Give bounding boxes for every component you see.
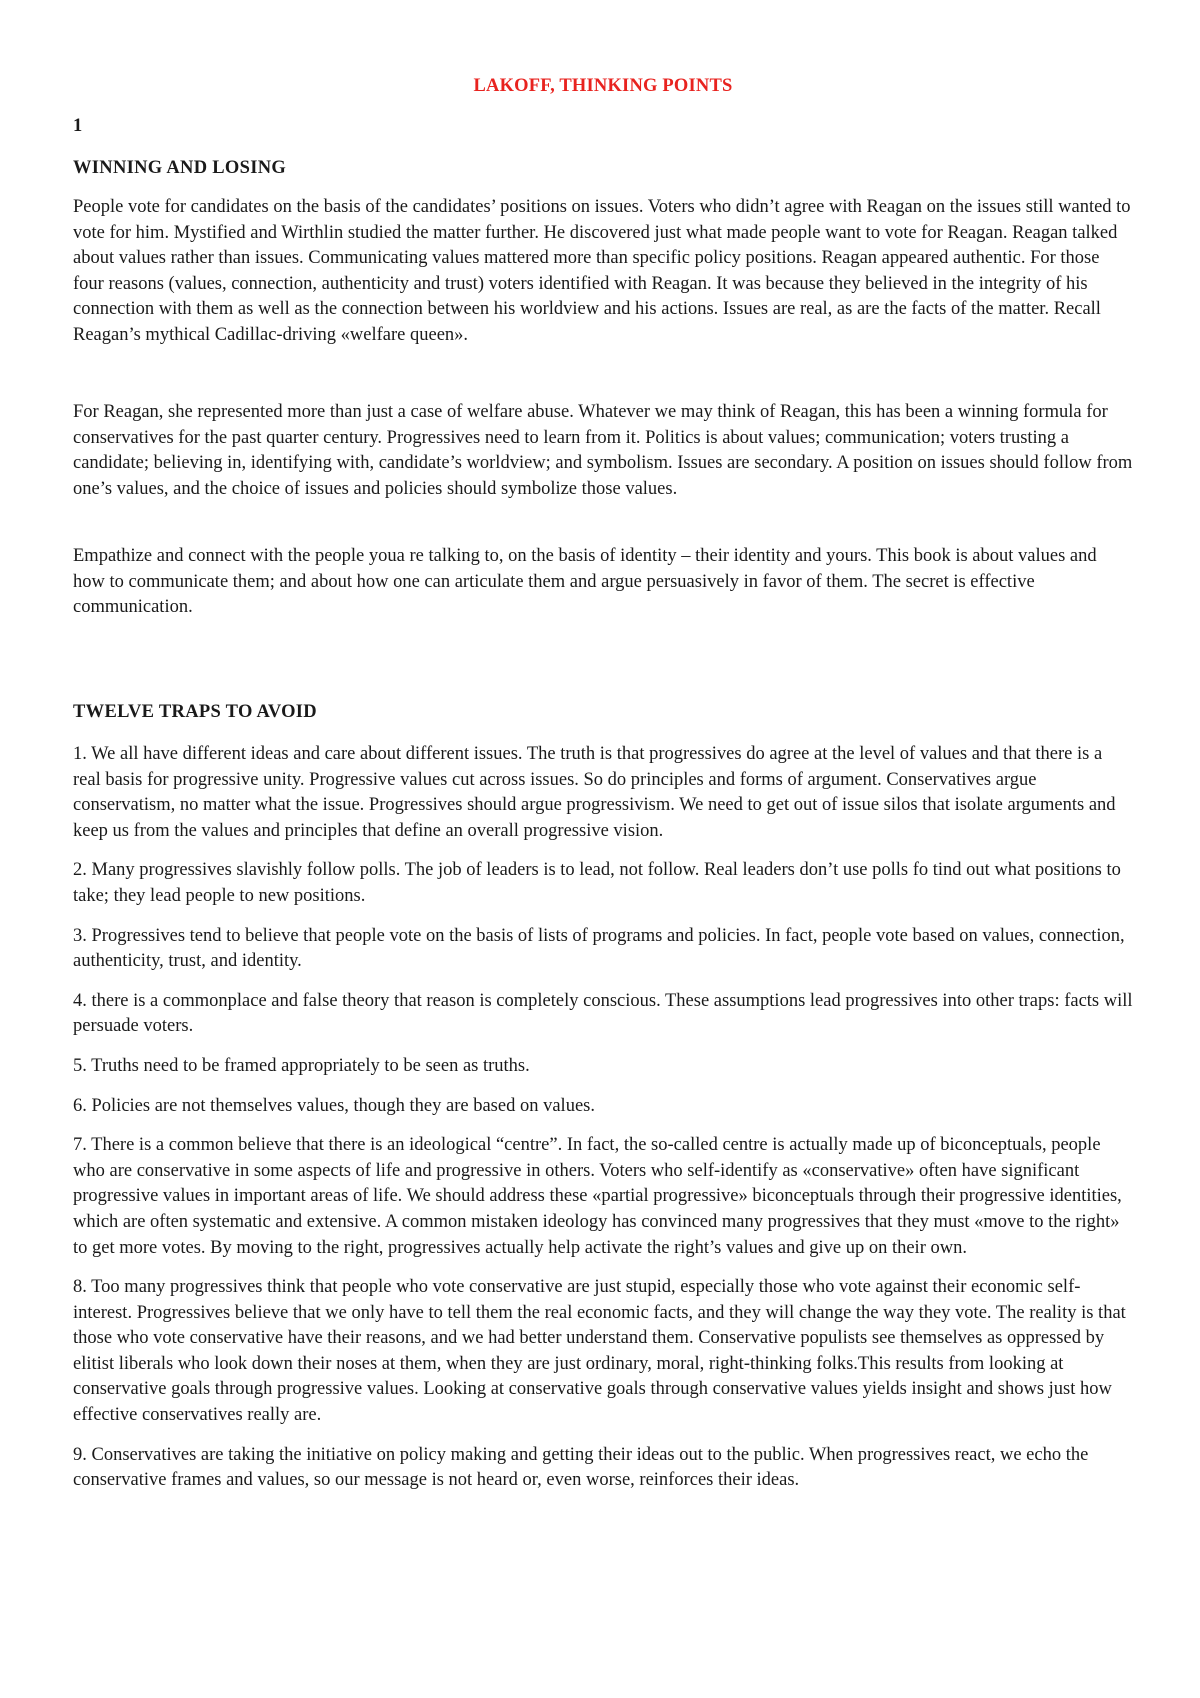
list-item: 2. Many progressives slavishly follow polls. The job of leaders is to lead, not follow. Real leaders don’t use polls fo tind out what positions to take; they lead people to new positions. xyxy=(73,860,1121,906)
list-item: 4. there is a commonplace and false theory that reason is completely conscious. These assumptions lead progressives into other traps: facts will persuade voters. xyxy=(73,990,1133,1037)
document-title: LAKOFF, THINKING POINTS xyxy=(473,76,733,96)
list-item: 7. There is a common believe that there is an ideological “centre”. In fact, the so-called centre is actually made up of biconceptuals, people who are conservative in some aspects of life and progressive in others. Voters who self-identify as «conservative» often have significant progressive values in important areas of life. We should address these «partial progressive» biconceptuals through their progressive identities, which are often systematic and extensive. A common mistaken ideology has convinced many progressives that they must «move to the right» to get more votes. By moving to the right, progressives actually help activate the right’s values and give up on their own. xyxy=(73,1135,1122,1258)
paragraph: For Reagan, she represented more than just a case of welfare abuse. Whatever we may think of Reagan, this has been a winning formula for conservatives for the past quarter century. Progressives need to learn from it. Politics is about values; communication; voters trusting a candidate; believing in, identifying with, candidate’s worldview; and symbolism. Issues are secondary. A position on issues should follow from one’s values, and the choice of issues and policies should symbolize those values. xyxy=(73,402,1133,499)
paragraph: People vote for candidates on the basis of the candidates’ positions on issues. Voters who didn’t agree with Reagan on the issues still wanted to vote for him. Mystified and Wirthlin studied the matter further. He discovered just what made people want to vote for Reagan. Reagan talked about values rather than issues. Communicating values mattered more than specific policy positions. Reagan appeared authentic. For those four reasons (values, connection, authenticity and trust) voters identified with Reagan. It was because they believed in the integrity of his connection with them as well as the connection between his worldview and his actions. Issues are real, as are the facts of the matter. Recall Reagan’s mythical Cadillac-driving «welfare queen». xyxy=(73,197,1131,345)
chapter-number: 1 xyxy=(73,116,83,136)
section1-paragraph-2 xyxy=(73,400,1133,516)
traps-list xyxy=(73,742,1133,1508)
section1-paragraph-3 xyxy=(73,544,1133,635)
list-item: 8. Too many progressives think that people who vote conservative are just stupid, especially those who vote against their economic self-interest. Progressives believe that we only have to tell them the real economic facts, and they will change the way they vote. The reality is that those who vote conservative have their reasons, and we had better understand them. Conservative populists see themselves as oppressed by elitist liberals who look down their noses at them, when they are just ordinary, moral, right-thinking folks.This results from looking at conservative goals through progressive values. Looking at conservative goals through conservative values yields insight and shows just how effective conservatives really are. xyxy=(73,1277,1126,1426)
paragraph: Empathize and connect with the people youa re talking to, on the basis of identity – their identity and yours. This book is about values and how to communicate them; and about how one can articulate them and argue persuasively in favor of them. The secret is effective communication. xyxy=(73,546,1097,618)
section-heading-winning-and-losing: WINNING AND LOSING xyxy=(73,158,287,178)
list-item: 6. Policies are not themselves values, though they are based on values. xyxy=(73,1095,595,1116)
list-item: 3. Progressives tend to believe that people vote on the basis of lists of programs and policies. In fact, people vote based on values, connection, authenticity, trust, and identity. xyxy=(73,925,1125,972)
list-item: 5. Truths need to be framed appropriately to be seen as truths. xyxy=(73,1055,530,1076)
section1-paragraph-1 xyxy=(73,195,1133,363)
list-item: 1. We all have different ideas and care about different issues. The truth is that progressives do agree at the level of values and that there is a real basis for progressive unity. Progressive values cut across issues. So do principles and forms of argument. Conservatives argue conservatism, no matter what the issue. Progressives should argue progressivism. We need to get out of issue silos that isolate arguments and keep us from the values and principles that define an overall progressive vision. xyxy=(73,744,1116,841)
section-heading-twelve-traps: TWELVE TRAPS TO AVOID xyxy=(73,702,317,722)
list-item: 9. Conservatives are taking the initiative on policy making and getting their ideas out to the public. When progressives react, we echo the conservative frames and values, so our message is not heard or, even worse, reinforces their ideas. xyxy=(73,1444,1089,1491)
